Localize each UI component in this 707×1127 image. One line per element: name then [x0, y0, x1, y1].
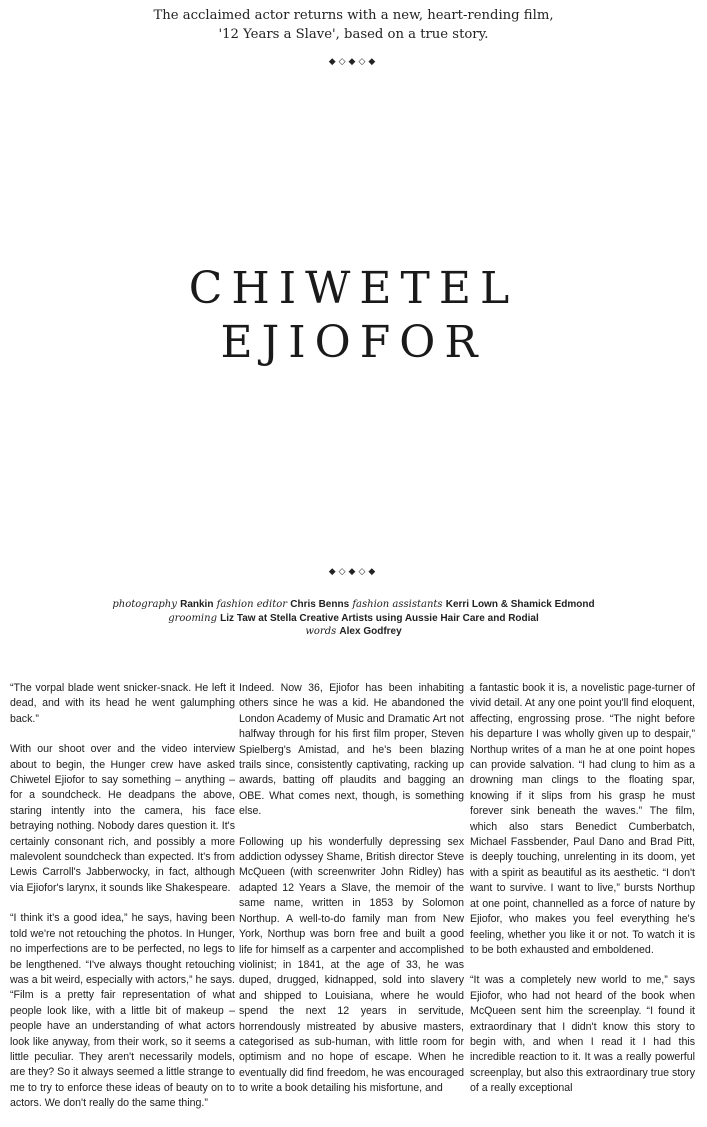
standfirst-line-1: The acclaimed actor returns with a new, heart-rending film, — [153, 8, 554, 23]
headline — [0, 262, 707, 370]
article-column-3 — [470, 681, 695, 1112]
headline-first-name: CHIWETEL — [188, 263, 519, 314]
article-paragraph: a fantastic book it is, a novelistic page-turner of vivid detail. At any one point you'll find eloquent, affecting, engrossing prose. “The night before his departure I was wholly given up to despair,” Northup writes of a man he at one point hopes can provide salvation. “I had clung to him as a drowning man clings to the floating spar, knowing if it slips from his grasp he must forever sink beneath the waves.” The film, which also stars Benedict Cumberbatch, Michael Fassbender, Paul Dano and Brad Pitt, is deeply touching, unrelenting in its doom, yet with a spirit as beautiful as its aesthetic. “I don't want to survive. I want to live,” bursts Northup at one point, channelled as a force of nature by Ejiofor, who makes you feel everything he's feeling, whether you like it or not. To watch it is to be both exhausted and emboldened. — [470, 682, 695, 956]
credits-line-3 — [0, 625, 707, 639]
article-column-2 — [239, 681, 464, 1112]
credit-role: fashion assistants — [352, 599, 443, 610]
headline-last-name: EJIOFOR — [220, 317, 487, 368]
credit-name: Rankin — [180, 599, 214, 610]
article-paragraph: Following up his wonderfully depressing sex addiction odyssey Shame, British director Steve McQueen (with screenwriter John Ridley) has adapted 12 Years a Slave, the memoir of the same name, written in 1853 by Solomon Northup. A well-to-do family man from New York, Northup was born free and built a good life for himself as a carpenter and accomplished violinist; in 1841, at the age of 33, he was duped, drugged, kidnapped, sold into slavery and shipped to Louisiana, where he would spend the next 12 years in servitude, horrendously mistreated by abusive masters, categorised as sub-human, with little room for optimism and no hope of escape. When he eventually did find freedom, he was encouraged to write a book detailing his misfortune, and — [239, 835, 464, 1095]
credit-role: photography — [112, 599, 177, 610]
standfirst-line-2: '12 Years a Slave', based on a true story. — [218, 27, 489, 42]
ornament-divider-top: ◆◇◆◇◆ — [328, 57, 379, 67]
credit-name: Liz Taw at Stella Creative Artists using Aussie Hair Care and Rodial — [220, 612, 539, 624]
article-paragraph: “It was a completely new world to me,” says Ejiofor, who had not heard of the book when McQueen sent him the screenplay. “I found it extraordinary that I didn't know this story to begin with, and when I read it I had this incredible reaction to it. It was a really powerful screenplay, but also this extraordinary true story of a really exceptional — [470, 974, 695, 1095]
article-paragraph: “The vorpal blade went snicker-snack. He left it dead, and with its head he went galumphing back.” — [10, 682, 235, 725]
credit-name: Kerri Lown & Shamick Edmond — [445, 599, 595, 610]
ornament-divider-middle: ◆◇◆◇◆ — [328, 567, 379, 577]
article-column-1 — [10, 681, 235, 1127]
credit-name: Alex Godfrey — [339, 626, 402, 637]
article-paragraph: With our shoot over and the video interview about to begin, the Hunger crew have asked Chiwetel Ejiofor to say something – anything – for a soundcheck. He deadpans the above, staring intently into the camera, his face betraying nothing. Nobody dares question it. It's certainly consonant rich, and possibly a more malevolent soundcheck than expected. It's from Lewis Carroll's Jabberwocky, in fact, although via Ejiofor's larynx, it sounds like Shakespeare. — [10, 743, 235, 894]
credit-role: words — [305, 626, 337, 637]
credits-line-2 — [0, 612, 707, 626]
article-paragraph: Indeed. Now 36, Ejiofor has been inhabiting others since he was a kid. He abandoned the London Academy of Music and Dramatic Art not halfway through for his first film proper, Steven Spielberg's Amistad, and he's been blazing trails since, consistently captivating, racking up awards, batting off plaudits and bagging an OBE. What comes next, though, is something else. — [239, 682, 464, 818]
article-paragraph: “I think it's a good idea,” he says, having been told we're not retouching the photos. In Hunger, no imperfections are to be perfected, no legs to be lengthened. “I've always thought retouching was a bit weird, especially with actors,” he says. “Film is a pretty fair representation of what people look like, with a little bit of makeup – people have an understanding of what actors look like anyway, from their work, so it seems a little peculiar. They aren't necessarily models, are they? So it always seemed a little strange to me to try to enforce these ideas of beauty on to actors. We don't really do the same thing.” — [10, 912, 235, 1110]
credit-name: Chris Benns — [290, 599, 350, 610]
credits — [0, 598, 707, 639]
credits-line-1 — [0, 598, 707, 612]
credit-role: grooming — [168, 612, 217, 624]
credit-role: fashion editor — [216, 599, 288, 610]
standfirst — [0, 6, 707, 44]
